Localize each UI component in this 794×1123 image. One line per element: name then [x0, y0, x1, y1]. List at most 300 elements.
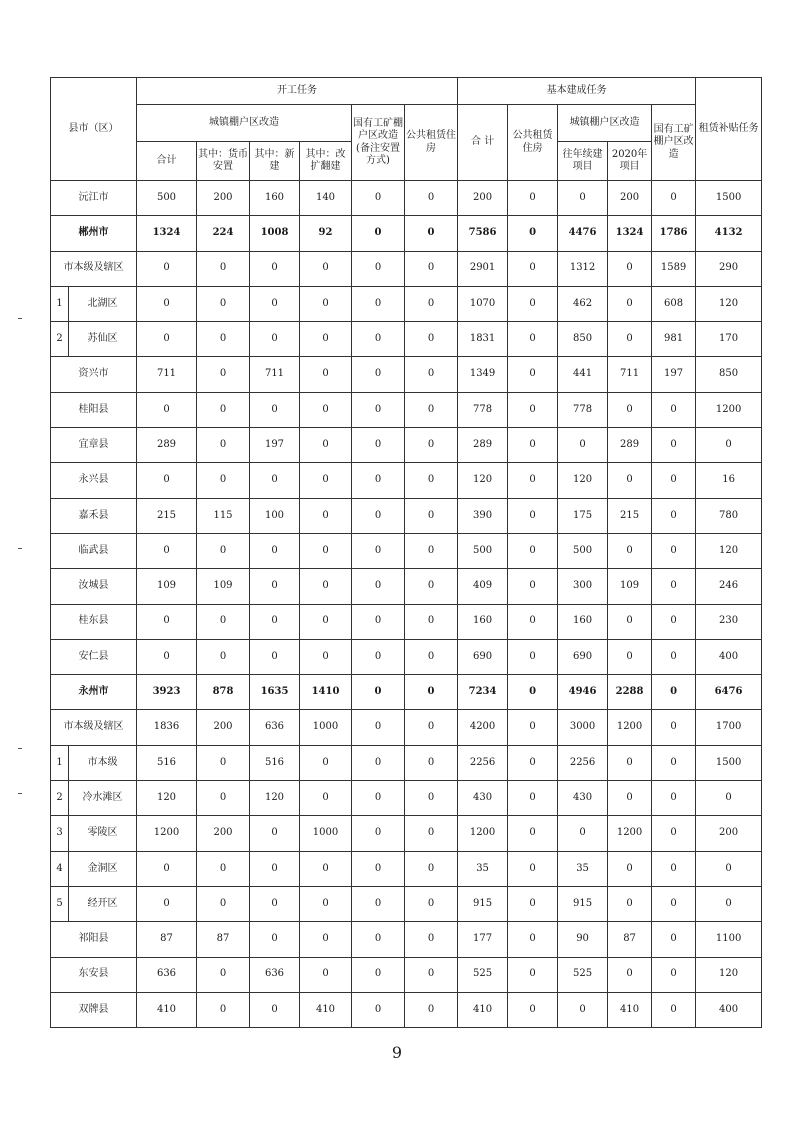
cell-value: 35	[458, 851, 508, 886]
cell-value: 0	[405, 886, 458, 921]
cell-value: 0	[137, 463, 197, 498]
cell-value: 0	[696, 781, 762, 816]
cell-value: 289	[608, 428, 652, 463]
cell-value: 690	[458, 639, 508, 674]
cell-value: 1831	[458, 322, 508, 357]
cell-value: 1500	[696, 745, 762, 780]
cell-value: 0	[197, 992, 250, 1027]
cell-value: 0	[608, 745, 652, 780]
cell-value: 0	[608, 639, 652, 674]
row-region-name: 东安县	[51, 957, 137, 992]
cell-value: 0	[508, 710, 558, 745]
cell-value: 0	[197, 639, 250, 674]
cell-value: 0	[352, 710, 405, 745]
cell-value: 4132	[696, 216, 762, 251]
row-region-name: 双牌县	[51, 992, 137, 1027]
header-basic-tasks: 基本建成任务	[458, 78, 696, 105]
cell-value: 0	[405, 392, 458, 427]
cell-value: 0	[137, 322, 197, 357]
cell-value: 160	[250, 181, 300, 216]
cell-value: 711	[250, 357, 300, 392]
cell-value: 915	[458, 886, 508, 921]
cell-value: 0	[300, 886, 352, 921]
cell-value: 0	[558, 816, 608, 851]
cell-value: 0	[608, 392, 652, 427]
cell-value: 246	[696, 569, 762, 604]
cell-value: 87	[197, 922, 250, 957]
cell-value: 100	[250, 498, 300, 533]
cell-value: 0	[300, 569, 352, 604]
cell-value: 0	[300, 463, 352, 498]
scan-mark	[18, 748, 22, 749]
header-basic-shantytown: 城镇棚户区改造	[558, 105, 652, 142]
cell-value: 0	[508, 675, 558, 710]
cell-value: 0	[300, 533, 352, 568]
cell-value: 0	[508, 992, 558, 1027]
cell-value: 0	[137, 533, 197, 568]
cell-value: 0	[558, 181, 608, 216]
cell-value: 0	[508, 639, 558, 674]
cell-value: 525	[558, 957, 608, 992]
cell-value: 0	[608, 286, 652, 321]
table-row	[51, 533, 762, 568]
cell-value: 0	[197, 604, 250, 639]
row-region-name: 桂东县	[51, 604, 137, 639]
cell-value: 160	[458, 604, 508, 639]
row-index: 2	[51, 781, 69, 816]
cell-value: 636	[137, 957, 197, 992]
row-region-name: 嘉禾县	[51, 498, 137, 533]
row-region-name: 市本级	[69, 745, 137, 780]
cell-value: 2288	[608, 675, 652, 710]
cell-value: 0	[250, 533, 300, 568]
cell-value: 0	[508, 745, 558, 780]
cell-value: 0	[405, 357, 458, 392]
cell-value: 0	[405, 463, 458, 498]
cell-value: 1070	[458, 286, 508, 321]
cell-value: 0	[300, 357, 352, 392]
cell-value: 230	[696, 604, 762, 639]
header-start-tasks: 开工任务	[137, 78, 458, 105]
cell-value: 390	[458, 498, 508, 533]
header-start-shantytown: 城镇棚户区改造	[137, 105, 352, 142]
cell-value: 0	[652, 604, 696, 639]
cell-value: 400	[696, 992, 762, 1027]
cell-value: 915	[558, 886, 608, 921]
cell-value: 430	[458, 781, 508, 816]
cell-value: 0	[197, 851, 250, 886]
cell-value: 0	[352, 357, 405, 392]
row-region-name: 宜章县	[51, 428, 137, 463]
cell-value: 0	[197, 357, 250, 392]
cell-value: 410	[608, 992, 652, 1027]
cell-value: 0	[300, 851, 352, 886]
cell-value: 0	[508, 322, 558, 357]
row-region-name: 市本级及辖区	[51, 251, 137, 286]
cell-value: 6476	[696, 675, 762, 710]
cell-value: 0	[197, 322, 250, 357]
row-index: 5	[51, 886, 69, 921]
cell-value: 0	[405, 569, 458, 604]
row-region-name: 北湖区	[69, 286, 137, 321]
scan-mark	[18, 548, 22, 549]
cell-value: 1349	[458, 357, 508, 392]
cell-value: 1200	[458, 816, 508, 851]
cell-value: 0	[352, 498, 405, 533]
cell-value: 0	[197, 251, 250, 286]
cell-value: 0	[405, 181, 458, 216]
cell-value: 0	[352, 745, 405, 780]
cell-value: 516	[250, 745, 300, 780]
cell-value: 0	[250, 604, 300, 639]
cell-value: 200	[197, 816, 250, 851]
cell-value: 711	[137, 357, 197, 392]
cell-value: 0	[352, 675, 405, 710]
page-number: 9	[391, 1043, 403, 1062]
cell-value: 0	[197, 428, 250, 463]
cell-value: 0	[508, 181, 558, 216]
cell-value: 0	[352, 957, 405, 992]
cell-value: 0	[405, 498, 458, 533]
cell-value: 0	[250, 322, 300, 357]
header-start-public: 公共租赁住房	[405, 105, 458, 181]
cell-value: 0	[405, 286, 458, 321]
table-row	[51, 216, 762, 251]
cell-value: 0	[405, 745, 458, 780]
cell-value: 87	[137, 922, 197, 957]
cell-value: 0	[405, 957, 458, 992]
cell-value: 0	[508, 604, 558, 639]
cell-value: 0	[508, 251, 558, 286]
cell-value: 2256	[458, 745, 508, 780]
cell-value: 1700	[696, 710, 762, 745]
header-sub-money: 其中：货币安置	[197, 142, 250, 181]
cell-value: 0	[300, 957, 352, 992]
cell-value: 690	[558, 639, 608, 674]
cell-value: 115	[197, 498, 250, 533]
cell-value: 0	[508, 498, 558, 533]
cell-value: 0	[352, 181, 405, 216]
cell-value: 500	[458, 533, 508, 568]
row-region-name: 临武县	[51, 533, 137, 568]
cell-value: 1589	[652, 251, 696, 286]
row-region-name: 金洞区	[69, 851, 137, 886]
cell-value: 0	[352, 428, 405, 463]
cell-value: 0	[137, 886, 197, 921]
cell-value: 0	[300, 392, 352, 427]
table-row	[51, 745, 762, 780]
cell-value: 120	[696, 286, 762, 321]
cell-value: 200	[696, 816, 762, 851]
cell-value: 0	[197, 957, 250, 992]
cell-value: 0	[405, 533, 458, 568]
cell-value: 0	[608, 533, 652, 568]
cell-value: 1200	[608, 710, 652, 745]
row-index: 1	[51, 286, 69, 321]
cell-value: 0	[352, 286, 405, 321]
cell-value: 850	[558, 322, 608, 357]
cell-value: 200	[608, 181, 652, 216]
cell-value: 120	[558, 463, 608, 498]
scan-mark	[18, 793, 22, 794]
cell-value: 0	[137, 851, 197, 886]
header-region: 县市（区）	[51, 78, 137, 181]
cell-value: 109	[137, 569, 197, 604]
row-region-name: 汝城县	[51, 569, 137, 604]
cell-value: 0	[508, 216, 558, 251]
cell-value: 1000	[300, 710, 352, 745]
cell-value: 778	[558, 392, 608, 427]
cell-value: 636	[250, 710, 300, 745]
row-region-name: 安仁县	[51, 639, 137, 674]
cell-value: 0	[352, 216, 405, 251]
cell-value: 0	[197, 392, 250, 427]
cell-value: 0	[197, 886, 250, 921]
cell-value: 0	[405, 216, 458, 251]
table-row	[51, 816, 762, 851]
table-row	[51, 463, 762, 498]
cell-value: 1324	[608, 216, 652, 251]
cell-value: 35	[558, 851, 608, 886]
cell-value: 0	[608, 957, 652, 992]
cell-value: 0	[197, 533, 250, 568]
cell-value: 0	[250, 922, 300, 957]
header-sub-total: 合计	[137, 142, 197, 181]
cell-value: 300	[558, 569, 608, 604]
table-row	[51, 251, 762, 286]
cell-value: 140	[300, 181, 352, 216]
row-index: 4	[51, 851, 69, 886]
cell-value: 0	[137, 251, 197, 286]
cell-value: 400	[696, 639, 762, 674]
cell-value: 0	[508, 357, 558, 392]
cell-value: 0	[508, 816, 558, 851]
cell-value: 0	[608, 251, 652, 286]
cell-value: 0	[300, 639, 352, 674]
cell-value: 0	[508, 569, 558, 604]
table-row	[51, 992, 762, 1027]
row-region-name: 永州市	[51, 675, 137, 710]
row-index: 2	[51, 322, 69, 357]
row-index: 3	[51, 816, 69, 851]
cell-value: 0	[405, 251, 458, 286]
cell-value: 120	[137, 781, 197, 816]
cell-value: 0	[250, 251, 300, 286]
cell-value: 7234	[458, 675, 508, 710]
cell-value: 0	[250, 639, 300, 674]
cell-value: 2901	[458, 251, 508, 286]
cell-value: 1635	[250, 675, 300, 710]
row-region-name: 冷水滩区	[69, 781, 137, 816]
cell-value: 120	[696, 957, 762, 992]
cell-value: 410	[300, 992, 352, 1027]
cell-value: 0	[652, 922, 696, 957]
cell-value: 0	[352, 569, 405, 604]
cell-value: 0	[508, 286, 558, 321]
cell-value: 0	[300, 498, 352, 533]
cell-value: 109	[608, 569, 652, 604]
cell-value: 0	[352, 533, 405, 568]
cell-value: 0	[608, 322, 652, 357]
cell-value: 0	[250, 286, 300, 321]
cell-value: 170	[696, 322, 762, 357]
cell-value: 0	[300, 322, 352, 357]
cell-value: 0	[508, 392, 558, 427]
cell-value: 0	[352, 392, 405, 427]
cell-value: 0	[652, 851, 696, 886]
cell-value: 0	[652, 675, 696, 710]
table-row	[51, 957, 762, 992]
cell-value: 0	[405, 781, 458, 816]
table-row	[51, 392, 762, 427]
cell-value: 778	[458, 392, 508, 427]
cell-value: 409	[458, 569, 508, 604]
row-region-name: 经开区	[69, 886, 137, 921]
cell-value: 0	[508, 957, 558, 992]
cell-value: 608	[652, 286, 696, 321]
header-basic-total: 合 计	[458, 105, 508, 181]
cell-value: 1836	[137, 710, 197, 745]
cell-value: 0	[558, 428, 608, 463]
cell-value: 0	[352, 851, 405, 886]
cell-value: 516	[137, 745, 197, 780]
cell-value: 0	[197, 781, 250, 816]
cell-value: 4200	[458, 710, 508, 745]
cell-value: 0	[652, 745, 696, 780]
cell-value: 0	[250, 392, 300, 427]
row-region-name: 市本级及辖区	[51, 710, 137, 745]
cell-value: 0	[405, 710, 458, 745]
row-region-name: 资兴市	[51, 357, 137, 392]
cell-value: 200	[197, 181, 250, 216]
cell-value: 1000	[300, 816, 352, 851]
cell-value: 500	[137, 181, 197, 216]
cell-value: 1200	[608, 816, 652, 851]
cell-value: 175	[558, 498, 608, 533]
cell-value: 0	[352, 781, 405, 816]
cell-value: 0	[300, 286, 352, 321]
cell-value: 0	[250, 463, 300, 498]
cell-value: 1008	[250, 216, 300, 251]
cell-value: 1500	[696, 181, 762, 216]
cell-value: 0	[608, 781, 652, 816]
cell-value: 0	[405, 428, 458, 463]
cell-value: 197	[652, 357, 696, 392]
cell-value: 0	[652, 710, 696, 745]
table-row	[51, 639, 762, 674]
table-row	[51, 357, 762, 392]
cell-value: 0	[250, 816, 300, 851]
cell-value: 462	[558, 286, 608, 321]
cell-value: 0	[508, 463, 558, 498]
cell-value: 3923	[137, 675, 197, 710]
cell-value: 4946	[558, 675, 608, 710]
cell-value: 0	[300, 251, 352, 286]
header-basic-mine: 国有工矿棚户区改造	[652, 105, 696, 181]
cell-value: 200	[197, 710, 250, 745]
cell-value: 1200	[696, 392, 762, 427]
cell-value: 0	[652, 533, 696, 568]
housing-task-table	[50, 77, 762, 1028]
cell-value: 3000	[558, 710, 608, 745]
cell-value: 0	[405, 992, 458, 1027]
cell-value: 0	[652, 498, 696, 533]
cell-value: 120	[458, 463, 508, 498]
header-start-mine: 国有工矿棚户区改造(备注安置方式)	[352, 105, 405, 181]
cell-value: 224	[197, 216, 250, 251]
table-row	[51, 886, 762, 921]
cell-value: 430	[558, 781, 608, 816]
cell-value: 1786	[652, 216, 696, 251]
cell-value: 0	[352, 992, 405, 1027]
row-region-name: 永兴县	[51, 463, 137, 498]
cell-value: 0	[652, 428, 696, 463]
cell-value: 0	[250, 851, 300, 886]
cell-value: 0	[652, 886, 696, 921]
cell-value: 636	[250, 957, 300, 992]
row-region-name: 祁阳县	[51, 922, 137, 957]
cell-value: 0	[652, 181, 696, 216]
header-basic-public: 公共租赁住房	[508, 105, 558, 181]
cell-value: 0	[405, 851, 458, 886]
row-region-name: 桂阳县	[51, 392, 137, 427]
cell-value: 177	[458, 922, 508, 957]
cell-value: 525	[458, 957, 508, 992]
cell-value: 410	[137, 992, 197, 1027]
cell-value: 120	[696, 533, 762, 568]
table-row	[51, 851, 762, 886]
table-row	[51, 710, 762, 745]
cell-value: 441	[558, 357, 608, 392]
cell-value: 0	[608, 886, 652, 921]
cell-value: 0	[696, 428, 762, 463]
cell-value: 0	[352, 322, 405, 357]
table-row	[51, 781, 762, 816]
header-rent: 租赁补贴任务	[696, 78, 762, 181]
header-basic-2020: 2020年项目	[608, 142, 652, 181]
cell-value: 0	[508, 851, 558, 886]
cell-value: 1324	[137, 216, 197, 251]
cell-value: 200	[458, 181, 508, 216]
cell-value: 0	[652, 463, 696, 498]
cell-value: 0	[608, 851, 652, 886]
cell-value: 0	[652, 569, 696, 604]
table-row	[51, 428, 762, 463]
cell-value: 0	[197, 745, 250, 780]
cell-value: 87	[608, 922, 652, 957]
cell-value: 0	[608, 463, 652, 498]
cell-value: 0	[508, 886, 558, 921]
cell-value: 0	[508, 533, 558, 568]
cell-value: 0	[608, 604, 652, 639]
header-sub-new: 其中：新 建	[250, 142, 300, 181]
table-row	[51, 286, 762, 321]
cell-value: 0	[405, 816, 458, 851]
cell-value: 0	[352, 886, 405, 921]
cell-value: 0	[352, 604, 405, 639]
cell-value: 0	[405, 639, 458, 674]
cell-value: 1312	[558, 251, 608, 286]
cell-value: 90	[558, 922, 608, 957]
cell-value: 1410	[300, 675, 352, 710]
scan-mark	[18, 318, 22, 319]
cell-value: 4476	[558, 216, 608, 251]
cell-value: 780	[696, 498, 762, 533]
cell-value: 0	[652, 392, 696, 427]
cell-value: 0	[197, 286, 250, 321]
table-row	[51, 181, 762, 216]
cell-value: 160	[558, 604, 608, 639]
